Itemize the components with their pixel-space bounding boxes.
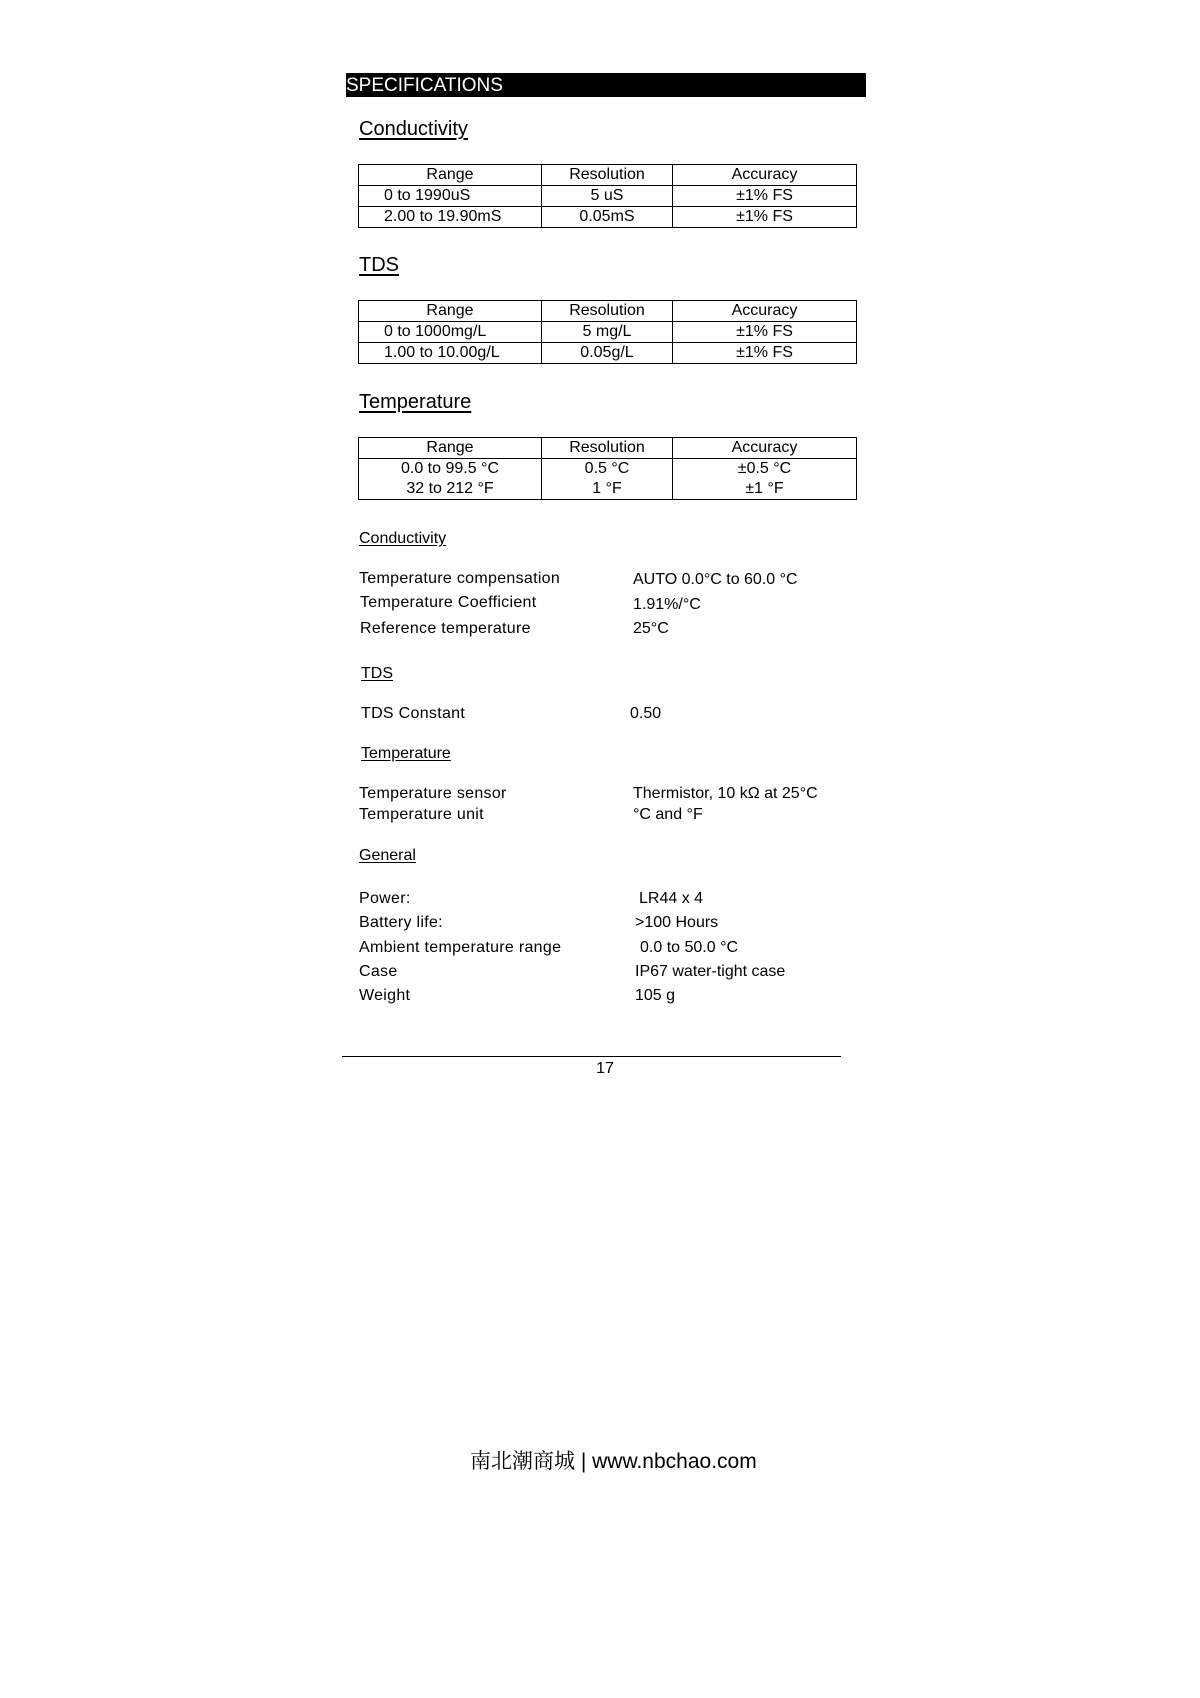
spec-label: Temperature unit: [359, 806, 484, 823]
spec-label: Temperature Coefficient: [360, 594, 537, 611]
accuracy-value: ±0.5 °C: [737, 460, 792, 477]
resolution-cell: 0.05mS: [542, 207, 673, 228]
spec-value: Thermistor, 10 kΩ at 25°C: [633, 785, 818, 802]
spec-value: 0.50: [630, 705, 662, 722]
footer-divider: [342, 1056, 841, 1057]
tds-details-title: TDS: [361, 665, 393, 682]
column-header: Resolution: [542, 301, 673, 322]
resolution-cell: [542, 459, 673, 500]
range-cell: 0 to 1990uS: [359, 186, 542, 207]
general-details-title: General: [359, 847, 416, 864]
temperature-spec-table: [358, 437, 857, 500]
spec-value: °C and °F: [633, 806, 703, 823]
spec-value: LR44 x 4: [639, 890, 704, 907]
spec-value: 25°C: [633, 620, 669, 637]
table-row: [359, 459, 857, 500]
spec-label: Power:: [359, 890, 411, 907]
column-header: Range: [359, 301, 542, 322]
column-header: Resolution: [542, 165, 673, 186]
table-header-row: [359, 301, 857, 322]
accuracy-cell: ±1% FS: [673, 207, 857, 228]
temperature-details-title: Temperature: [361, 745, 451, 762]
spec-label: Battery life:: [359, 914, 443, 931]
table-row: [359, 343, 857, 364]
resolution-cell: 5 mg/L: [542, 322, 673, 343]
resolution-value: 1 °F: [592, 480, 622, 497]
table-header-row: [359, 165, 857, 186]
range-cell: [359, 459, 542, 500]
spec-value: IP67 water-tight case: [635, 963, 786, 980]
range-cell: 0 to 1000mg/L: [359, 322, 542, 343]
accuracy-cell: [673, 459, 857, 500]
column-header: Range: [359, 165, 542, 186]
table-header-row: [359, 438, 857, 459]
conductivity-table-title: Conductivity: [359, 118, 468, 140]
column-header: Accuracy: [673, 301, 857, 322]
column-header: Accuracy: [673, 165, 857, 186]
accuracy-cell: ±1% FS: [673, 343, 857, 364]
table-row: [359, 322, 857, 343]
conductivity-details-title: Conductivity: [359, 530, 447, 547]
accuracy-value: ±1 °F: [745, 480, 784, 497]
accuracy-cell: ±1% FS: [673, 322, 857, 343]
range-value: 0.0 to 99.5 °C: [400, 460, 499, 477]
spec-label: Temperature compensation: [359, 570, 561, 587]
temperature-table-title: Temperature: [359, 391, 472, 413]
spec-label: Reference temperature: [360, 620, 531, 637]
spec-value: AUTO 0.0°C to 60.0 °C: [633, 571, 798, 588]
resolution-cell: 5 uS: [542, 186, 673, 207]
column-header: Resolution: [542, 438, 673, 459]
column-header: Accuracy: [673, 438, 857, 459]
page-number: 17: [596, 1060, 614, 1077]
tds-table-title: TDS: [359, 254, 399, 276]
resolution-value: 0.5 °C: [584, 460, 630, 477]
spec-label: TDS Constant: [361, 705, 466, 722]
column-header: Range: [359, 438, 542, 459]
spec-value: >100 Hours: [635, 914, 719, 931]
range-cell: 1.00 to 10.00g/L: [359, 343, 542, 364]
resolution-cell: 0.05g/L: [542, 343, 673, 364]
watermark-text: 南北潮商城 | www.nbchao.com: [470, 1450, 757, 1473]
range-value: 32 to 212 °F: [406, 480, 494, 497]
tds-spec-table: [358, 300, 857, 364]
table-row: [359, 207, 857, 228]
section-header: SPECIFICATIONS: [346, 73, 866, 97]
spec-label: Temperature sensor: [359, 785, 507, 802]
spec-value: 105 g: [635, 987, 676, 1004]
accuracy-cell: ±1% FS: [673, 186, 857, 207]
spec-value: 0.0 to 50.0 °C: [640, 939, 739, 956]
table-row: [359, 186, 857, 207]
spec-label: Weight: [359, 987, 411, 1004]
range-cell: 2.00 to 19.90mS: [359, 207, 542, 228]
spec-label: Case: [359, 963, 398, 980]
spec-value: 1.91%/°C: [633, 596, 701, 613]
spec-label: Ambient temperature range: [359, 939, 562, 956]
conductivity-spec-table: [358, 164, 857, 228]
